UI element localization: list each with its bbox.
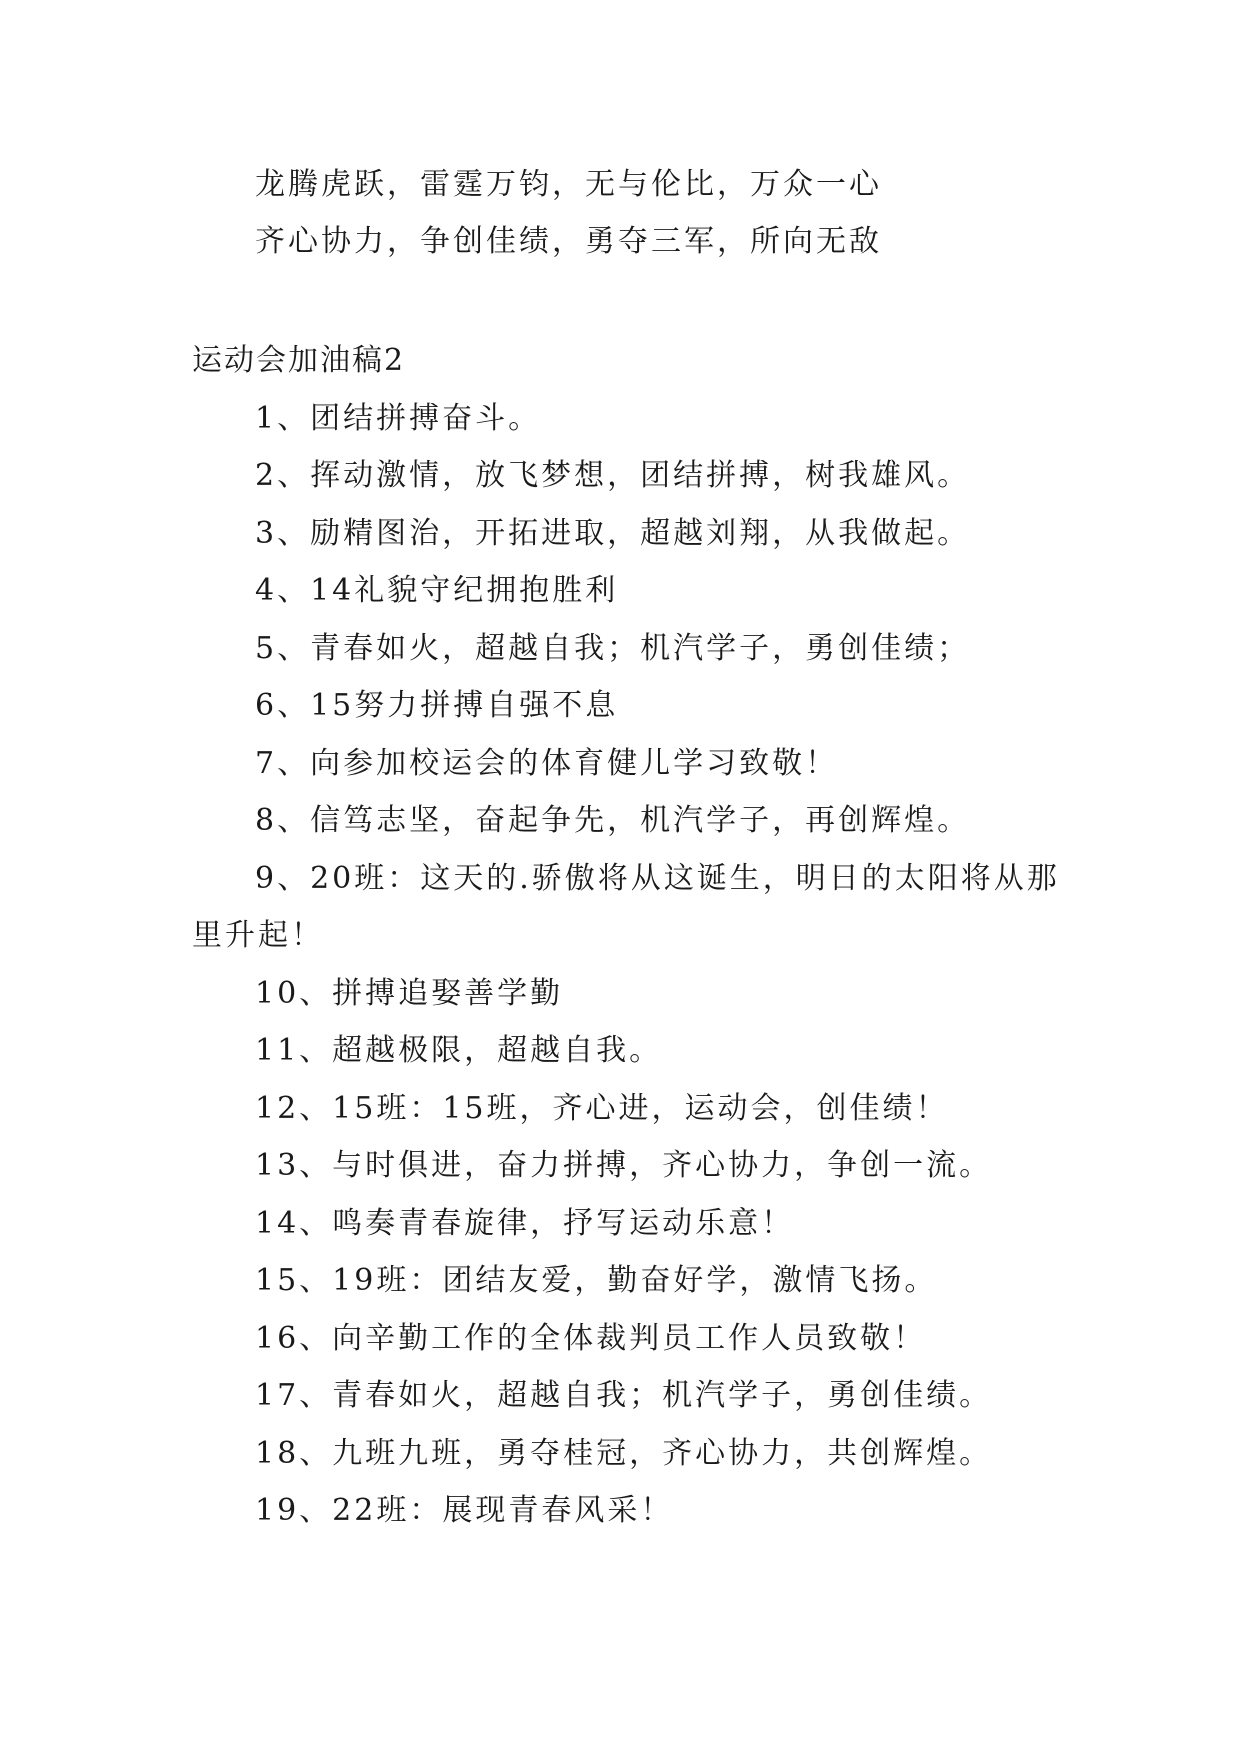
- intro-line-2: 齐心协力，争创佳绩，勇夺三军，所向无敌: [255, 224, 882, 259]
- section-title: 运动会加油稿2: [192, 343, 406, 378]
- list-item: 17、青春如火，超越自我；机汽学子，勇创佳绩。: [255, 1378, 993, 1413]
- list-item: 9、20班：这天的.骄傲将从这诞生，明日的太阳将从那: [255, 861, 1060, 896]
- list-item-continuation: 里升起！: [192, 918, 324, 953]
- list-item: 11、超越极限，超越自我。: [255, 1033, 663, 1068]
- list-item: 4、14礼貌守纪拥抱胜利: [255, 573, 619, 608]
- list-item: 13、与时俱进，奋力拼搏，齐心协力，争创一流。: [255, 1148, 993, 1183]
- list-item: 3、励精图治，开拓进取，超越刘翔，从我做起。: [255, 516, 971, 551]
- list-item: 18、九班九班，勇夺桂冠，齐心协力，共创辉煌。: [255, 1436, 993, 1471]
- list-item: 6、15努力拼搏自强不息: [255, 688, 619, 723]
- list-item: 16、向辛勤工作的全体裁判员工作人员致敬！: [255, 1321, 927, 1356]
- list-item: 1、团结拼搏奋斗。: [255, 401, 542, 436]
- list-item: 19、22班：展现青春风采！: [255, 1493, 674, 1528]
- list-item: 14、鸣奏青春旋律，抒写运动乐意！: [255, 1206, 795, 1241]
- list-item: 5、青春如火，超越自我；机汽学子，勇创佳绩；: [255, 631, 971, 666]
- list-item: 7、向参加校运会的体育健儿学习致敬！: [255, 746, 839, 781]
- list-item: 8、信笃志坚，奋起争先，机汽学子，再创辉煌。: [255, 803, 971, 838]
- intro-line-1: 龙腾虎跃，雷霆万钧，无与伦比，万众一心: [255, 167, 882, 202]
- list-item: 2、挥动激情，放飞梦想，团结拼搏，树我雄风。: [255, 458, 971, 493]
- list-item: 12、15班：15班，齐心进，运动会，创佳绩！: [255, 1091, 949, 1126]
- list-item: 15、19班：团结友爱，勤奋好学，激情飞扬。: [255, 1263, 938, 1298]
- list-item: 10、拼搏追娶善学勤: [255, 976, 564, 1011]
